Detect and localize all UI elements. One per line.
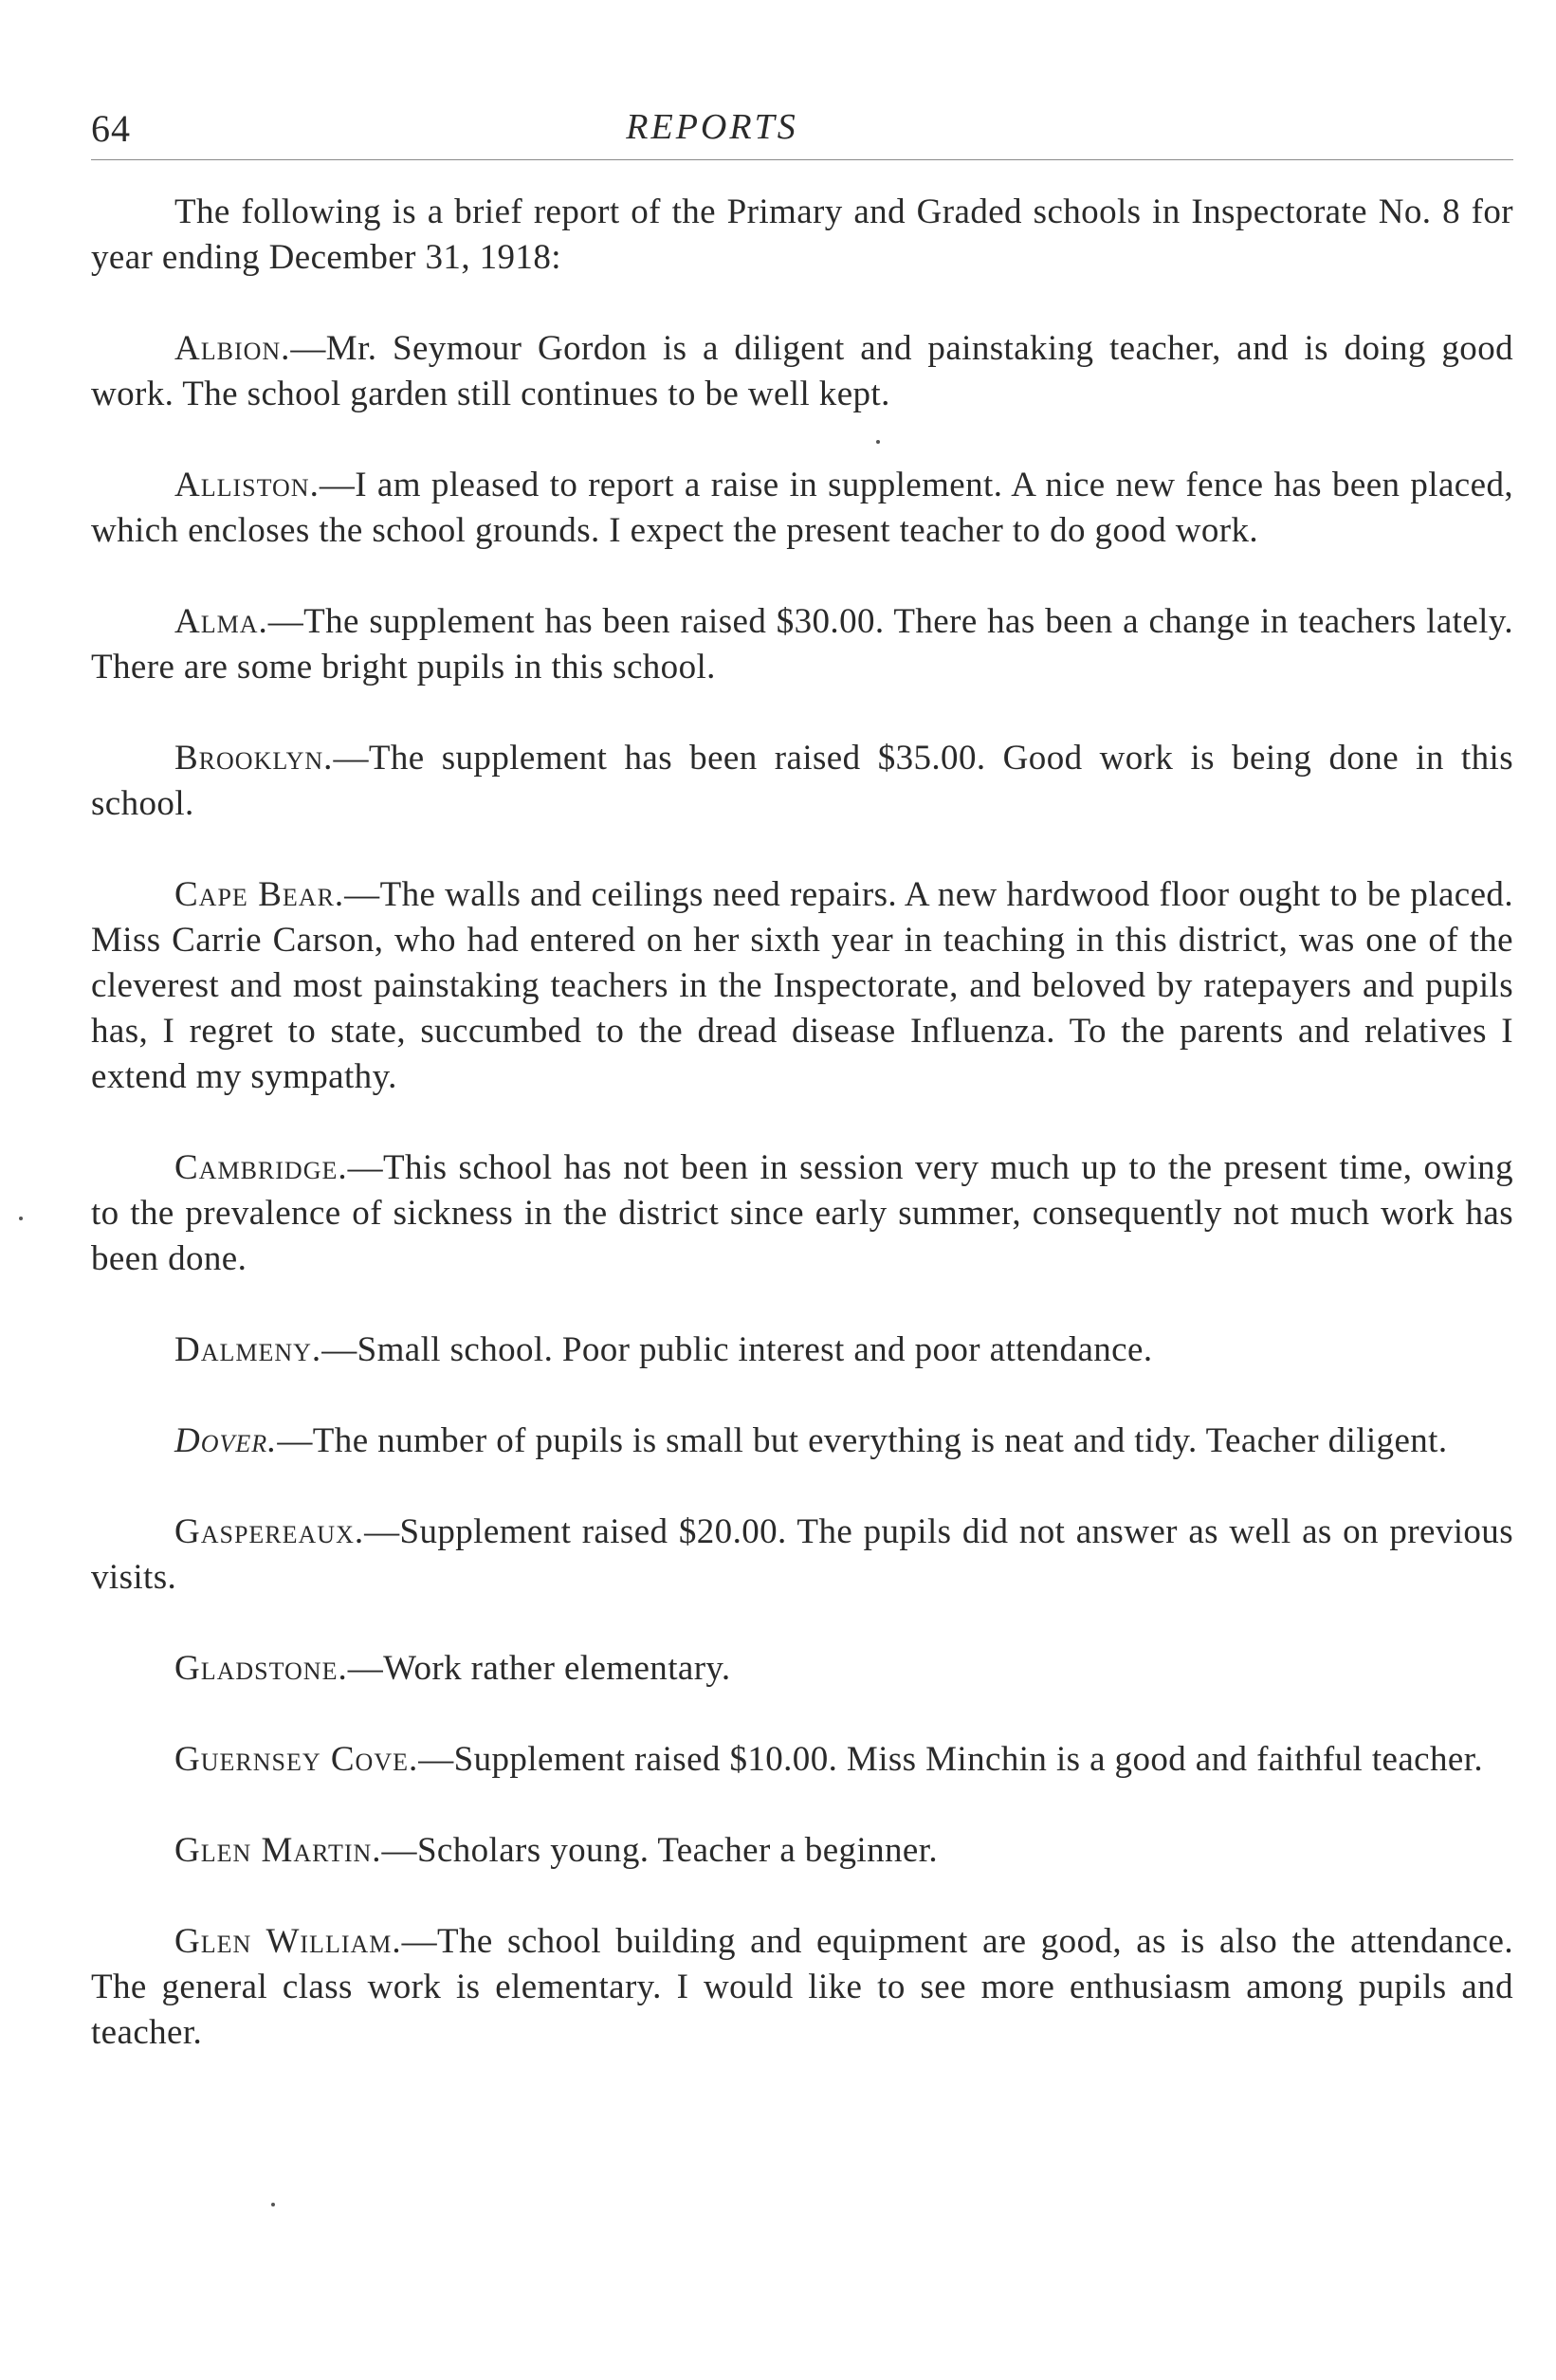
entry-text: —Supplement raised $20.00. The pupils did not answer as well as on previous visits. xyxy=(91,1512,1513,1597)
entry-text: —The number of pupils is small but everything is neat and tidy. Teacher diligent. xyxy=(277,1421,1448,1460)
report-body xyxy=(91,190,1513,2101)
place-name: Alliston. xyxy=(174,466,320,504)
entry-text: —The supplement has been raised $35.00. Good work is being done in this school. xyxy=(91,739,1513,823)
entry-alliston xyxy=(91,463,1513,554)
entry-glen-martin xyxy=(91,1828,1513,1874)
header-rule xyxy=(91,159,1513,160)
place-name: Glen Martin. xyxy=(174,1831,382,1870)
page-header xyxy=(91,106,1513,163)
print-speck xyxy=(271,2203,275,2206)
running-head: REPORTS xyxy=(626,107,798,147)
entry-text: —Work rather elementary. xyxy=(347,1649,731,1688)
place-name: Gaspereaux. xyxy=(174,1512,365,1551)
place-name: Albion. xyxy=(174,329,291,368)
place-name: Cape Bear. xyxy=(174,875,345,914)
entry-text: —Small school. Poor public interest and poor attendance. xyxy=(321,1330,1153,1369)
print-speck xyxy=(876,440,880,444)
entry-text: —Supplement raised $10.00. Miss Minchin is a good and faithful teacher. xyxy=(418,1740,1484,1779)
place-name: Guernsey Cove. xyxy=(174,1740,419,1779)
intro-paragraph: The following is a brief report of the Primary and Graded schools in Inspectorate No. 8 for year ending December 31, 1918: xyxy=(91,192,1513,277)
entry-text: —Scholars young. Teacher a beginner. xyxy=(381,1831,939,1870)
place-name: Dalmeny. xyxy=(174,1330,322,1369)
entry-brooklyn xyxy=(91,736,1513,827)
place-name: Cambridge. xyxy=(174,1148,348,1187)
entry-text: —The walls and ceilings need repairs. A new hardwood floor ought to be placed. Miss Carrie Carson, who had entered on her sixth year in teaching in this district, was one of the cleverest and most painstaking teachers in the Inspectorate, and beloved by ratepayers and pupils has, I regret to state, succumbed to the dread disease Influenza. To the parents and relatives I extend my sympathy. xyxy=(91,875,1513,1096)
place-name: Glen William. xyxy=(174,1922,402,1961)
place-name: Alma. xyxy=(174,602,268,641)
print-speck xyxy=(19,1217,23,1220)
entry-guernsey-cove xyxy=(91,1737,1513,1783)
entry-cambridge xyxy=(91,1145,1513,1282)
entry-text: —This school has not been in session very much up to the present time, owing to the prevalence of sickness in the district since early summer, consequently not much work has been done. xyxy=(91,1148,1513,1278)
entry-glen-william xyxy=(91,1919,1513,2056)
place-name: Dover. xyxy=(174,1421,278,1460)
place-name: Brooklyn. xyxy=(174,739,334,778)
entry-dalmeny xyxy=(91,1327,1513,1373)
entry-albion xyxy=(91,326,1513,417)
entry-cape-bear xyxy=(91,872,1513,1100)
entry-text: —The supplement has been raised $30.00. There has been a change in teachers lately. There are some bright pupils in this school. xyxy=(91,602,1513,687)
entry-text: —Mr. Seymour Gordon is a diligent and painstaking teacher, and is doing good work. The school garden still continues to be well kept. xyxy=(91,329,1513,413)
entry-gladstone xyxy=(91,1646,1513,1692)
entry-dover xyxy=(91,1419,1513,1464)
entry-alma xyxy=(91,599,1513,690)
place-name: Gladstone. xyxy=(174,1649,348,1688)
entry-text: —The school building and equipment are good, as is also the attendance. The general class work is elementary. I would like to see more enthusiasm among pupils and teacher. xyxy=(91,1922,1513,2052)
page-number: 64 xyxy=(91,107,131,150)
entry-text: —I am pleased to report a raise in supplement. A nice new fence has been placed, which encloses the school grounds. I expect the present teacher to do good work. xyxy=(91,466,1513,550)
entry-gaspereaux xyxy=(91,1510,1513,1601)
